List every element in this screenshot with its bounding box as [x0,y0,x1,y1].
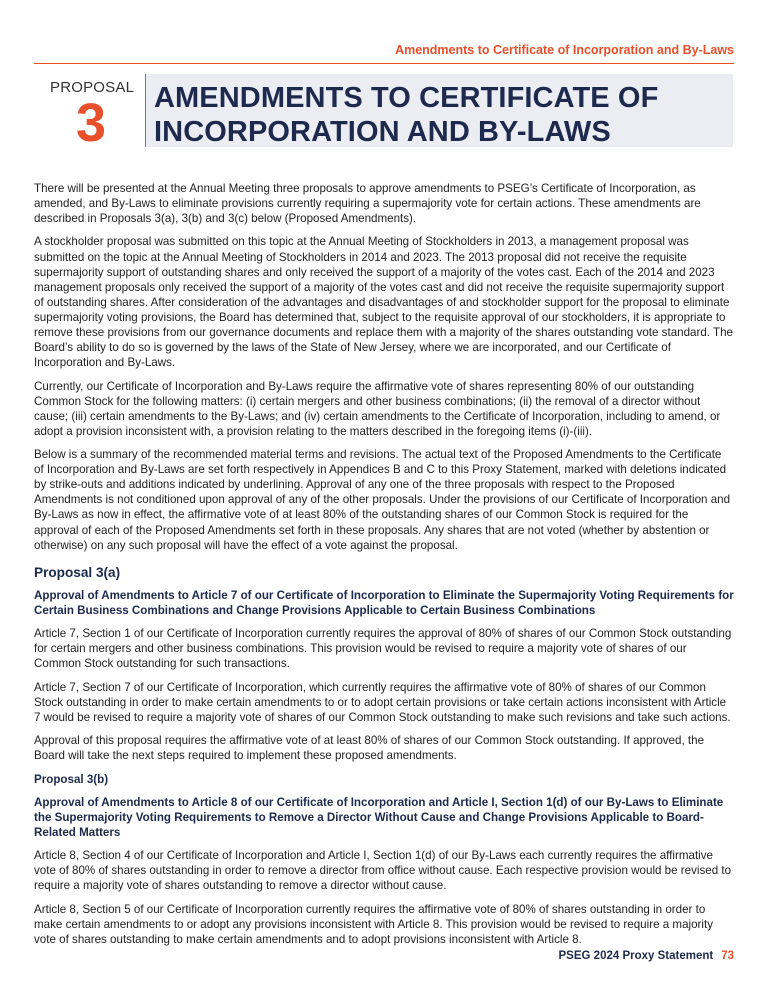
proposal-3a-heading: Proposal 3(a) [34,564,121,580]
header-rule [34,63,734,64]
footer-doc-title: PSEG 2024 Proxy Statement [558,950,714,962]
summary-paragraph: Below is a summary of the recommended material terms and revisions. The actual text of the Proposed Amendments to the Certificate of Incorporation and By-Laws are set forth respectively in Appendices B and C to this Proxy Statement, marked with deletions indicated by strike-outs and additions indicated by underlining. Approval of any one of the three proposals with respect to the Proposed Amendments is not conditioned upon approval of any of the other proposals. Under the provisions of our Certificate of Incorporation and By-Laws as now in effect, the affirmative vote of at least 80% of the outstanding shares of our Common Stock is required for the approval of each of the Proposed Amendments set forth in these proposals. Any shares that are not voted (whether by abstention or otherwise) on any such proposal will have the effect of a vote against the proposal. [34,448,731,552]
history-paragraph: A stockholder proposal was submitted on this topic at the Annual Meeting of Stockholders in 2013, a management proposal was submitted on the topic at the Annual Meeting of Stockholders in 2014 and 2023. The 2013 proposal did not receive the requisite supermajority support of outstanding shares and only received the support of a majority of the votes cast. Each of the 2014 and 2023 management proposals only received the support of a majority of the votes cast and did not receive the requisite supermajority support of outstanding shares. After consideration of the advantages and disadvantages of and stockholder support for the proposal to eliminate supermajority voting provisions, the Board has determined that, subject to the requisite approval of our stockholders, it is appropriate to remove these provisions from our governance documents and replace them with a majority of the shares outstanding vote standard. The Board’s ability to do so is governed by the laws of the State of New Jersey, where we are incorporated, and our Certificate of Incorporation and By-Laws. [34,235,734,370]
page-footer [559,950,734,962]
intro-paragraph: There will be presented at the Annual Meeting three proposals to approve amendments to PSEG’s Certificate of Incorporation, as amended, and By-Laws to eliminate provisions currently requiring a supermajority vote for certain actions. These amendments are described in Proposals 3(a), 3(b) and 3(c) below (Proposed Amendments). [34,182,701,226]
title-box [146,74,733,147]
proposal-3a-paragraph-1: Article 7, Section 1 of our Certificate of Incorporation currently requires the approval of 80% of shares of our Common Stock outstanding for certain mergers and other business combinations. This provision would be revised to require a majority vote of shares of our Common Stock outstanding for such transactions. [34,627,732,671]
page-number: 73 [721,950,734,962]
running-header: Amendments to Certificate of Incorporation and By-Laws [395,43,734,57]
page-title-line2: INCORPORATION AND BY-LAWS [154,116,611,148]
proposal-3b-paragraph-2: Article 8, Section 5 of our Certificate of Incorporation currently requires the affirmative vote of 80% of shares outstanding in order to make certain amendments to or adopt any provisions inconsistent with Article 8. This provision would be revised to require a majority vote of shares outstanding to make certain amendments and to adopt provisions inconsistent with Article 8. [34,902,713,946]
proposal-3a-lead: Approval of Amendments to Article 7 of our Certificate of Incorporation to Eliminate the Supermajority Voting Requirements for Certain Business Combinations and Change Provisions Applicable to Certain Business Combinations [34,588,734,617]
proposal-3b-paragraph-1: Article 8, Section 4 of our Certificate of Incorporation and Article I, Section 1(d) of our By-Laws each currently requires the affirmative vote of 80% of shares outstanding in order to remove a director from office without cause. Each respective provision would be revised to require a majority vote of shares outstanding to remove a director without cause. [34,849,732,893]
page-title-line1: AMENDMENTS TO CERTIFICATE OF [154,82,659,114]
proposal-3a-paragraph-3: Approval of this proposal requires the affirmative vote of at least 80% of shares of our Common Stock outstanding. If approved, the Board will take the next steps required to implement these proposed amendments. [34,734,705,763]
proposal-label: PROPOSAL [50,79,135,96]
page-title [154,81,733,149]
current-requirements-paragraph: Currently, our Certificate of Incorporation and By-Laws require the affirmative vote of shares representing 80% of our outstanding Common Stock for the following matters: (i) certain mergers and other business combinations; (ii) the removal of a director without cause; (iii) certain amendments to the By-Laws; and (iv) certain amendments to the Certificate of Incorporation, including to amend, or adopt a provision inconsistent with, a provision relating to the matters described in the foregoing items (i)-(iii). [34,379,721,438]
proposal-3a-paragraph-2: Article 7, Section 7 of our Certificate of Incorporation, which currently requires the affirmative vote of 80% of shares of our Common Stock outstanding in order to make certain amendments to or to adopt certain provisions or take certain actions inconsistent with Article 7 would be revised to require a majority vote of shares of our Common Stock outstanding to make such revisions and take such actions. [34,680,731,724]
proposal-3b-lead: Approval of Amendments to Article 8 of our Certificate of Incorporation and Article I, Section 1(d) of our By-Laws to Eliminate the Supermajority Voting Requirements to Remove a Director Without Cause and Change Provisions Applicable to Board-Related Matters [34,795,724,839]
proposal-number: 3 [75,93,107,153]
proposal-3b-heading: Proposal 3(b) [34,772,109,786]
main-content [34,181,734,955]
